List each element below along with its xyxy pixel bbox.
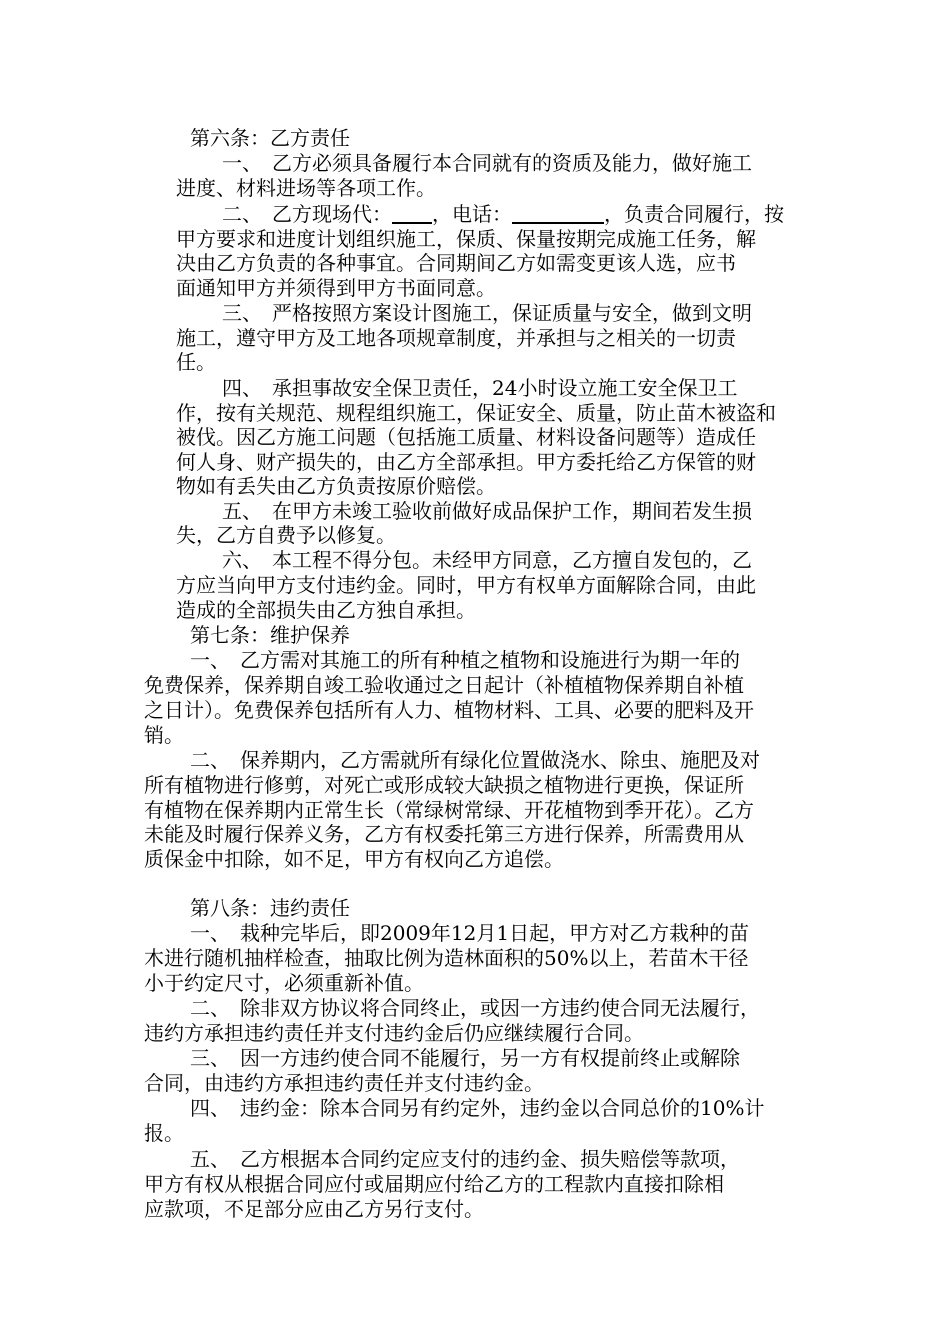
art6-clause4-line5: 物如有丢失由乙方负责按原价赔偿。 <box>176 474 496 498</box>
clause2-text-c: ，负责合同履行，按 <box>604 202 784 226</box>
art8-clause4-line1: 四、 违约金：除本合同另有约定外，违约金以合同总价的10%计 <box>190 1096 765 1120</box>
clause2-text-a: 二、 乙方现场代： <box>222 202 392 226</box>
art6-clause3-line3: 任。 <box>176 350 216 374</box>
art8-clause3-line1: 三、 因一方违约使合同不能履行，另一方有权提前终止或解除 <box>190 1046 740 1070</box>
art6-clause5-line1: 五、 在甲方未竣工验收前做好成品保护工作，期间若发生损 <box>222 499 752 523</box>
representative-blank[interactable] <box>392 202 432 224</box>
art8-clause1-line3: 小于约定尺寸，必须重新补值。 <box>144 971 424 995</box>
art7-clause1-line1: 一、 乙方需对其施工的所有种植之植物和设施进行为期一年的 <box>190 648 740 672</box>
art7-clause1-line4: 销。 <box>144 723 184 747</box>
art6-clause3-line2: 施工，遵守甲方及工地各项规章制度，并承担与之相关的一切责 <box>176 326 736 350</box>
art6-clause2-line2: 甲方要求和进度计划组织施工，保质、保量按期完成施工任务，解 <box>176 227 756 251</box>
article-7-title: 第七条：维护保养 <box>190 623 350 647</box>
art7-clause2-line1: 二、 保养期内，乙方需就所有绿化位置做浇水、除虫、施肥及对 <box>190 748 760 772</box>
art6-clause6-line1: 六、 本工程不得分包。未经甲方同意，乙方擅自发包的，乙 <box>222 548 752 572</box>
art6-clause4-line2: 作，按有关规范、规程组织施工，保证安全、质量，防止苗木被盗和 <box>176 401 776 425</box>
art8-clause5-line1: 五、 乙方根据本合同约定应支付的违约金、损失赔偿等款项， <box>190 1147 740 1171</box>
clause2-text-b: ，电话： <box>432 202 512 226</box>
art6-clause4-line4: 何人身、财产损失的，由乙方全部承担。甲方委托给乙方保管的财 <box>176 450 756 474</box>
art8-clause1-line1: 一、 栽种完毕后，即2009年12月1日起，甲方对乙方栽种的苗 <box>190 921 750 945</box>
art8-clause4-line2: 报。 <box>144 1121 184 1145</box>
art6-clause1-line1: 一、 乙方必须具备履行本合同就有的资质及能力，做好施工 <box>222 151 752 175</box>
art7-clause2-line2: 所有植物进行修剪，对死亡或形成较大缺损之植物进行更换，保证所 <box>144 773 744 797</box>
art7-clause2-line3: 有植物在保养期内正常生长（常绿树常绿、开花植物到季开花）。乙方 <box>144 798 754 822</box>
art6-clause2-line1 <box>222 202 784 226</box>
art6-clause4-line3: 被伐。因乙方施工问题（包括施工质量、材料设备问题等）造成任 <box>176 425 756 449</box>
art6-clause3-line1: 三、 严格按照方案设计图施工，保证质量与安全，做到文明 <box>222 301 752 325</box>
art7-clause2-line4: 未能及时履行保养义务，乙方有权委托第三方进行保养，所需费用从 <box>144 822 744 846</box>
art7-clause1-line2: 免费保养，保养期自竣工验收通过之日起计（补植植物保养期自补植 <box>144 673 744 697</box>
art8-clause2-line2: 违约方承担违约责任并支付违约金后仍应继续履行合同。 <box>144 1021 644 1045</box>
art8-clause5-line3: 应款项，不足部分应由乙方另行支付。 <box>144 1197 484 1221</box>
art8-clause1-line2: 木进行随机抽样检查，抽取比例为造林面积的50%以上，若苗木干径 <box>144 946 749 970</box>
art8-clause3-line2: 合同，由违约方承担违约责任并支付违约金。 <box>144 1071 544 1095</box>
art7-clause2-line5: 质保金中扣除，如不足，甲方有权向乙方追偿。 <box>144 847 564 871</box>
art8-clause5-line2: 甲方有权从根据合同应付或届期应付给乙方的工程款内直接扣除相 <box>144 1172 724 1196</box>
art6-clause2-line4: 面通知甲方并须得到甲方书面同意。 <box>176 276 496 300</box>
art6-clause5-line2: 失，乙方自费予以修复。 <box>176 523 396 547</box>
art6-clause4-line1: 四、 承担事故安全保卫责任，24小时设立施工安全保卫工 <box>222 376 738 400</box>
art6-clause1-line2: 进度、材料进场等各项工作。 <box>176 176 436 200</box>
phone-blank[interactable] <box>512 202 604 224</box>
art6-clause2-line3: 决由乙方负责的各种事宜。合同期间乙方如需变更该人选，应书 <box>176 251 736 275</box>
art8-clause2-line1: 二、 除非双方协议将合同终止，或因一方违约使合同无法履行， <box>190 996 760 1020</box>
article-6-title: 第六条：乙方责任 <box>190 126 350 150</box>
art7-clause1-line3: 之日计）。免费保养包括所有人力、植物材料、工具、必要的肥料及开 <box>144 698 754 722</box>
article-8-title: 第八条：违约责任 <box>190 896 350 920</box>
art6-clause6-line2: 方应当向甲方支付违约金。同时，甲方有权单方面解除合同，由此 <box>176 573 756 597</box>
art6-clause6-line3: 造成的全部损失由乙方独自承担。 <box>176 598 476 622</box>
